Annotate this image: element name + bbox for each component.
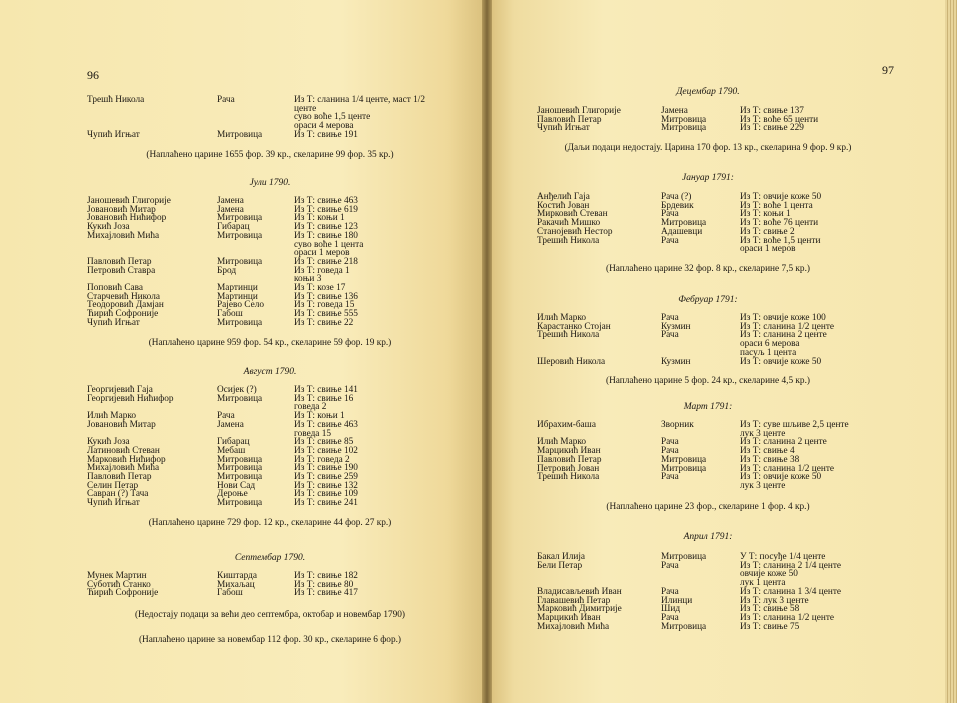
customs-summary-note: (Наплаћено царине 729 фор. 12 кр., скеларине 44 фор. 27 кр.): [148, 517, 392, 528]
goods-cell: Из Т: овчије коже 50: [740, 472, 822, 483]
goods-cell: Из Т: лук 3 центе: [740, 595, 809, 606]
place-cell: Осијек (?): [217, 385, 257, 395]
goods-cell: Из Т: свиње 85: [294, 437, 354, 448]
name-cell: Павловић Петар: [87, 472, 152, 482]
goods-cell: Из Т: сланина 1/2 центе: [740, 463, 835, 474]
place-cell: Митровица: [217, 213, 263, 224]
name-cell: Марцикић Иван: [537, 446, 601, 457]
goods-cell: Из Т: воће 1,5 центи: [740, 235, 821, 246]
goods-cell: Из Т: свиње 141: [294, 385, 358, 395]
place-cell: Рача: [661, 313, 679, 323]
place-cell: Кузмин: [661, 356, 691, 367]
place-cell: Рача: [661, 235, 679, 246]
goods-cell: Из Т: сланина 1/2 центе: [740, 321, 835, 332]
goods-cell: Из Т: свиње 259: [294, 472, 358, 482]
place-cell: Митровица: [661, 123, 707, 134]
goods-cell: Из Т: воће 76 центи: [740, 218, 819, 229]
place-cell: Митровица: [661, 621, 707, 632]
place-cell: Јамена: [217, 204, 244, 215]
place-cell: Рача: [661, 612, 679, 623]
goods-cell: Из Т: коњи 1: [294, 213, 345, 224]
goods-cell: Из Т: свиње 102: [294, 445, 358, 456]
goods-cell: Из Т: коњи 1: [294, 411, 345, 422]
customs-summary-note: (Наплаћено царине 1655 фор. 39 кр., скеларине 99 фор. 35 кр.): [146, 149, 394, 160]
name-cell: Михајловић Мића: [537, 621, 610, 632]
month-heading: Септембар 1790.: [234, 553, 306, 563]
place-cell: Шид: [661, 604, 681, 615]
goods-cell: Из Т: свиње 22: [294, 317, 354, 328]
goods-cell: Из Т: воће 65 центи: [740, 114, 819, 125]
goods-cell: Из Т: свиње 136: [294, 291, 358, 302]
place-cell: Рача: [661, 586, 679, 597]
place-cell: Митровица: [217, 463, 263, 474]
goods-cell: Из Т: говеда 2: [294, 454, 350, 465]
right-page: [486, 0, 957, 703]
place-cell: Михаљац: [217, 579, 255, 590]
goods-cell: Из Т: свиње 619: [294, 204, 358, 215]
name-cell: Карастанко Стојан: [537, 321, 611, 332]
goods-cell: Из Т: овчије коже 50: [740, 192, 822, 202]
goods-cell: Из Т: свиње 555: [294, 309, 358, 320]
page-edges: [945, 0, 957, 703]
name-cell: Чупић Игњат: [87, 317, 140, 328]
customs-summary-note: (Наплаћено царине 959 фор. 54 кр., скеларине 59 фор. 19 кр.): [148, 337, 392, 348]
place-cell: Митровица: [217, 129, 263, 140]
name-cell: Трешић Никола: [537, 330, 600, 341]
place-cell: Митровица: [661, 463, 707, 474]
place-cell: Јамена: [661, 106, 688, 116]
name-cell: Мунек Мартин: [87, 571, 147, 581]
name-cell: Марковић Нићифор: [87, 454, 166, 465]
place-cell: Рајево Село: [217, 300, 265, 311]
name-cell: Илић Марко: [87, 411, 137, 422]
name-cell: Станојевић Нестор: [537, 226, 613, 237]
goods-cell: Из Т: сланина 1 3/4 центе: [740, 586, 842, 597]
name-cell: Владисављевић Иван: [537, 586, 622, 597]
name-cell: Јовановић Митар: [87, 204, 156, 215]
month-heading: Децембар 1790.: [676, 87, 740, 97]
name-cell: Георгијевић Нићифор: [87, 393, 174, 404]
place-cell: Илинци: [661, 595, 693, 606]
place-cell: Дероње: [217, 489, 248, 500]
place-cell: Габош: [217, 588, 243, 599]
goods-cell: Из Т: свиње 241: [294, 498, 358, 509]
name-cell: Петровић Ставра: [87, 265, 156, 276]
name-cell: Селин Петар: [87, 480, 139, 491]
goods-cell: У Т: посуђе 1/4 центе: [740, 552, 826, 562]
name-cell: Старчевић Никола: [87, 291, 160, 302]
goods-cell: Из Т: свиње 463: [294, 419, 358, 430]
place-cell: Киштарда: [217, 571, 258, 581]
name-cell: Бакал Илија: [537, 552, 586, 562]
name-cell: Марковић Димитрије: [537, 604, 622, 615]
goods-cell: лук 1 цента: [740, 578, 786, 589]
name-cell: Анђелић Гаја: [537, 192, 590, 202]
goods-cell: суво воће 1,5 центе: [294, 112, 371, 123]
name-cell: Павловић Петар: [87, 256, 152, 267]
place-cell: Митровица: [661, 218, 707, 229]
name-cell: Суботић Станко: [87, 579, 151, 590]
goods-cell: Из Т: воће 1 цента: [740, 200, 813, 211]
place-cell: Митровица: [217, 393, 263, 404]
place-cell: Рача: [661, 209, 679, 220]
goods-cell: ораси 4 мерова: [294, 121, 354, 132]
goods-cell: пасуљ 1 цента: [740, 347, 797, 358]
goods-cell: суво воће 1 цента: [294, 239, 364, 250]
name-cell: Михајловић Мића: [87, 463, 160, 474]
customs-summary-note: (Недостају подаци за већи део септембра, октобар и новембар 1790): [134, 610, 406, 621]
name-cell: Главашевић Петар: [537, 595, 611, 606]
page-number-left: 96: [87, 68, 99, 82]
name-cell: Илић Марко: [537, 313, 587, 323]
name-cell: Трешћ Никола: [87, 95, 145, 105]
name-cell: Костић Јован: [537, 200, 590, 211]
name-cell: Ракачић Мишко: [537, 218, 601, 229]
name-cell: Кукић Јоза: [87, 437, 130, 448]
goods-cell: Из Т: коњи 1: [740, 209, 791, 220]
place-cell: Рача: [661, 472, 679, 483]
goods-cell: Из Т: свиње 109: [294, 489, 358, 500]
name-cell: Павловић Петар: [537, 114, 602, 125]
month-heading: Јануар 1791:: [682, 173, 734, 183]
place-cell: Рача: [217, 411, 235, 422]
goods-cell: говеда 15: [294, 428, 332, 439]
place-cell: Рача (?): [661, 192, 692, 202]
goods-cell: Из Т: свиње 417: [294, 588, 358, 599]
goods-cell: овчије коже 50: [740, 569, 798, 580]
goods-cell: Из Т: сланина 2 центе: [740, 330, 827, 341]
name-cell: Јаношевић Глигорије: [87, 196, 171, 206]
goods-cell: Из Т: свиње 191: [294, 129, 358, 140]
goods-cell: Из Т: свиње 137: [740, 106, 804, 116]
place-cell: Митровица: [217, 454, 263, 465]
place-cell: Гибарац: [217, 437, 250, 448]
goods-cell: Из Т: сланина 2 центе: [740, 437, 827, 448]
place-cell: Митровица: [217, 472, 263, 482]
goods-cell: Из Т: свиње 190: [294, 463, 358, 474]
name-cell: Савран (?) Тача: [87, 489, 149, 500]
goods-cell: лук 3 центе: [740, 480, 786, 491]
name-cell: Мирковић Стеван: [537, 209, 608, 220]
goods-cell: Из Т: свиње 229: [740, 123, 804, 134]
goods-cell: Из Т: суве шљиве 2,5 центе: [740, 420, 849, 430]
place-cell: Мартинци: [217, 291, 258, 302]
goods-cell: Из Т: козе 17: [294, 283, 346, 293]
name-cell: Илић Марко: [537, 437, 587, 448]
goods-cell: Из Т: сланина 1/4 центе, маст 1/2: [294, 95, 426, 105]
goods-cell: лук 3 центе: [740, 428, 786, 439]
name-cell: Марцикић Иван: [537, 612, 601, 623]
goods-cell: Из Т: говеда 1: [294, 265, 350, 276]
place-cell: Рача: [217, 95, 235, 105]
name-cell: Петровић Јован: [537, 463, 600, 474]
place-cell: Јамена: [217, 419, 244, 430]
place-cell: Рача: [661, 330, 679, 341]
place-cell: Митровица: [217, 317, 263, 328]
place-cell: Брдевик: [661, 200, 694, 211]
goods-cell: ораси 6 мерова: [740, 339, 800, 350]
page-number-right: 97: [882, 63, 894, 77]
place-cell: Митровица: [661, 114, 707, 125]
place-cell: Нови Сад: [217, 480, 256, 491]
place-cell: Рача: [661, 437, 679, 448]
name-cell: Михајловић Мића: [87, 230, 160, 241]
place-cell: Брод: [217, 265, 237, 276]
name-cell: Поповић Сава: [87, 283, 144, 293]
place-cell: Митровица: [217, 498, 263, 509]
name-cell: Трешић Никола: [537, 472, 600, 483]
place-cell: Јамена: [217, 196, 244, 206]
place-cell: Мебаш: [217, 445, 246, 456]
name-cell: Бели Петар: [537, 560, 583, 571]
goods-cell: Из Т: говеда 15: [294, 300, 355, 311]
customs-summary-note: (Наплаћено царине 5 фор. 24 кр., скеларине 4,5 кр.): [605, 376, 810, 387]
goods-cell: Из Т: сланина 1/2 центе: [740, 612, 835, 623]
goods-cell: Из Т: свиње 180: [294, 230, 358, 241]
place-cell: Митровица: [217, 256, 263, 267]
customs-summary-note: (Даљи подаци недостају. Царина 170 фор. 13 кр., скеларина 9 фор. 9 кр.): [564, 143, 852, 154]
goods-cell: Из Т: свиње 16: [294, 393, 354, 404]
name-cell: Јаношевић Глигорије: [537, 106, 621, 116]
goods-cell: Из Т: свиње 4: [740, 446, 795, 457]
place-cell: Гибарац: [217, 222, 250, 233]
place-cell: Рача: [661, 446, 679, 457]
place-cell: Кузмин: [661, 321, 691, 332]
place-cell: Зворник: [661, 420, 694, 430]
goods-cell: ораси 1 меров: [294, 248, 350, 259]
goods-cell: коњи 3: [294, 274, 322, 285]
name-cell: Ибрахим-баша: [537, 420, 596, 430]
name-cell: Ћирић Софроније: [87, 588, 159, 599]
goods-cell: Из Т: сланина 2 1/4 центе: [740, 560, 842, 571]
goods-cell: Из Т: свиње 182: [294, 571, 358, 581]
goods-cell: ораси 1 меров: [740, 244, 796, 255]
place-cell: Адашевци: [661, 226, 703, 237]
goods-cell: говеда 2: [294, 402, 327, 413]
name-cell: Јовановић Митар: [87, 419, 156, 430]
place-cell: Габош: [217, 309, 243, 320]
goods-cell: Из Т: свиње 218: [294, 256, 358, 267]
name-cell: Теодоровић Дамјан: [87, 300, 164, 311]
place-cell: Митровица: [217, 230, 263, 241]
goods-cell: Из Т: свиње 80: [294, 579, 354, 590]
month-heading: Април 1791:: [683, 532, 733, 542]
goods-cell: Из Т: свиње 58: [740, 604, 800, 615]
book-gutter: [482, 0, 492, 703]
goods-cell: Из Т: свиње 2: [740, 226, 795, 237]
goods-cell: Из Т: овчије коже 50: [740, 356, 822, 367]
name-cell: Чупић Игњат: [87, 129, 140, 140]
name-cell: Латиновић Стеван: [87, 445, 160, 456]
goods-cell: Из Т: свиње 463: [294, 196, 358, 206]
name-cell: Павловић Петар: [537, 454, 602, 465]
customs-summary-note: (Наплаћено царине 32 фор. 8 кр., скеларине 7,5 кр.): [605, 263, 810, 274]
place-cell: Митровица: [661, 454, 707, 465]
month-heading: Фебруар 1791:: [678, 295, 738, 305]
place-cell: Мартинци: [217, 283, 258, 293]
name-cell: Чупић Игњат: [87, 498, 140, 509]
goods-cell: центе: [294, 103, 317, 114]
goods-cell: Из Т: свиње 132: [294, 480, 358, 491]
goods-cell: Из Т: свиње 38: [740, 454, 800, 465]
name-cell: Јовановић Нићифор: [87, 213, 167, 224]
place-cell: Митровица: [661, 552, 707, 562]
name-cell: Чупић Игњат: [537, 123, 590, 134]
name-cell: Кукић Јоза: [87, 222, 130, 233]
name-cell: Георгијевић Гаја: [87, 385, 153, 395]
name-cell: Трешић Никола: [537, 235, 600, 246]
goods-cell: Из Т: свиње 123: [294, 222, 358, 233]
month-heading: Август 1790.: [243, 367, 297, 377]
goods-cell: Из Т: овчије коже 100: [740, 313, 826, 323]
place-cell: Рача: [661, 560, 679, 571]
name-cell: Ћирић Софроније: [87, 309, 159, 320]
customs-summary-note: (Наплаћено царине за новембар 112 фор. 30 кр., скеларине 6 фор.): [138, 635, 402, 646]
customs-summary-note: (Наплаћено царине 23 фор., скеларине 1 фор. 4 кр.): [606, 501, 810, 512]
name-cell: Шеровић Никола: [537, 356, 606, 367]
month-heading: Март 1791:: [683, 402, 733, 412]
month-heading: Јули 1790.: [249, 178, 291, 188]
goods-cell: Из Т: свиње 75: [740, 621, 800, 632]
